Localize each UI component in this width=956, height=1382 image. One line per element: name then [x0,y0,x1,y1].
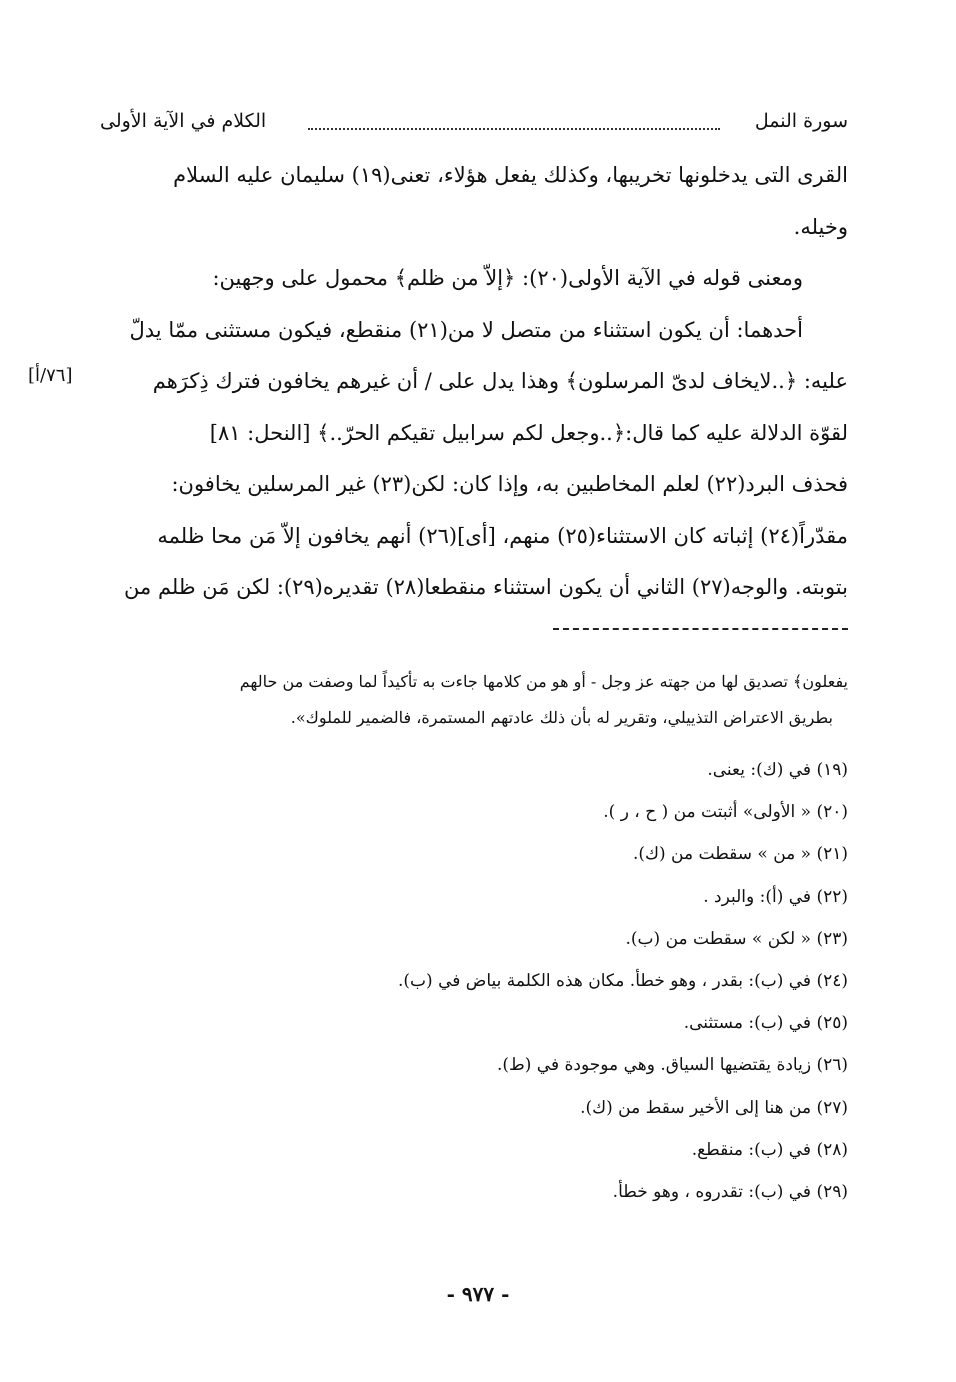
footnote: (٢٧) من هنا إلى الأخير سقط من (ك). [580,1097,848,1118]
text-line: ومعنى قوله في الآية الأولى(٢٠): ﴿إلاّ من ظلم﴾ محمول على وجهين: [212,266,803,290]
footnote: (٢٠) « الأولى» أثبتت من ( ح ، ر ). [603,802,848,823]
text-line: عليه: ﴿..لايخاف لدىّ المرسلون﴾ وهذا يدل على / أن غيرهم يخافون فترك ذِكرَهم [152,369,848,393]
footnote-continuation [100,664,848,736]
header-dot-leader [308,114,720,130]
footnotes-list [100,752,848,1216]
page-number: - ٩٧٧ - [446,1282,510,1306]
footnote: (٢٤) في (ب): بقدر ، وهو خطأ. مكان هذه الكلمة بياض في (ب). [398,970,848,991]
text-line: لقوّة الدلالة عليه كما قال:﴿..وجعل لكم سرابيل تقيكم الحرّ..﴾ [النحل: ٨١] [209,420,848,445]
footnote-separator [553,628,848,630]
footnote: (٢٩) في (ب): تقدروه ، وهو خطأ. [612,1181,848,1202]
text-line: أحدهما: أن يكون استثناء من متصل لا من(٢١) منقطع، فيكون مستثنى ممّا يدلّ [129,317,803,342]
footnote: (٢٣) « لكن » سقطت من (ب). [625,928,848,949]
footnote-continuation-line: بطريق الاعتراض التذييلي، وتقرير له بأن ذلك عادتهم المستمرة، فالضمير للملوك». [290,708,833,727]
manuscript-folio-marker: [٧٦/أ] [28,365,73,386]
footnote-continuation-line: يفعلون﴾ تصديق لها من جهته عز وجل - أو هو من كلامها جاءت به تأكيداً لما وصفت من حالهم [239,672,848,691]
running-header [100,110,848,140]
footnote: (٢٢) في (أ): والبرد . [703,886,848,907]
text-line: وخيله. [793,214,848,239]
header-surah-title: سورة النمل [754,110,848,132]
footnote: (٢٦) زيادة يقتضيها السياق. وهي موجودة في (ط). [497,1055,848,1076]
main-text [100,150,848,614]
header-topic: الكلام في الآية الأولى [100,110,267,132]
text-line: بتوبته. والوجه(٢٧) الثاني أن يكون استثناء منقطعا(٢٨) تقديره(٢٩): لكن مَن ظلم من [124,575,848,599]
footnote: (١٩) في (ك): يعنى. [707,760,848,780]
text-line: فحذف البرد(٢٢) لعلم المخاطبين به، وإذا كان: لكن(٢٣) غير المرسلين يخافون: [171,472,848,496]
footnote: (٢٥) في (ب): مستثنى. [683,1013,848,1034]
footnote: (٢١) « من » سقطت من (ك). [632,844,848,865]
footnote: (٢٨) في (ب): منقطع. [691,1139,848,1160]
text-line: مقدّراً(٢٤) إثباته كان الاستثناء(٢٥) منهم، [أى](٢٦) أنهم يخافون إلاّ مَن محا ظلمه [157,523,848,548]
text-line: القرى التى يدخلونها تخريبها، وكذلك يفعل هؤلاء، تعنى(١٩) سليمان عليه السلام [173,163,848,187]
